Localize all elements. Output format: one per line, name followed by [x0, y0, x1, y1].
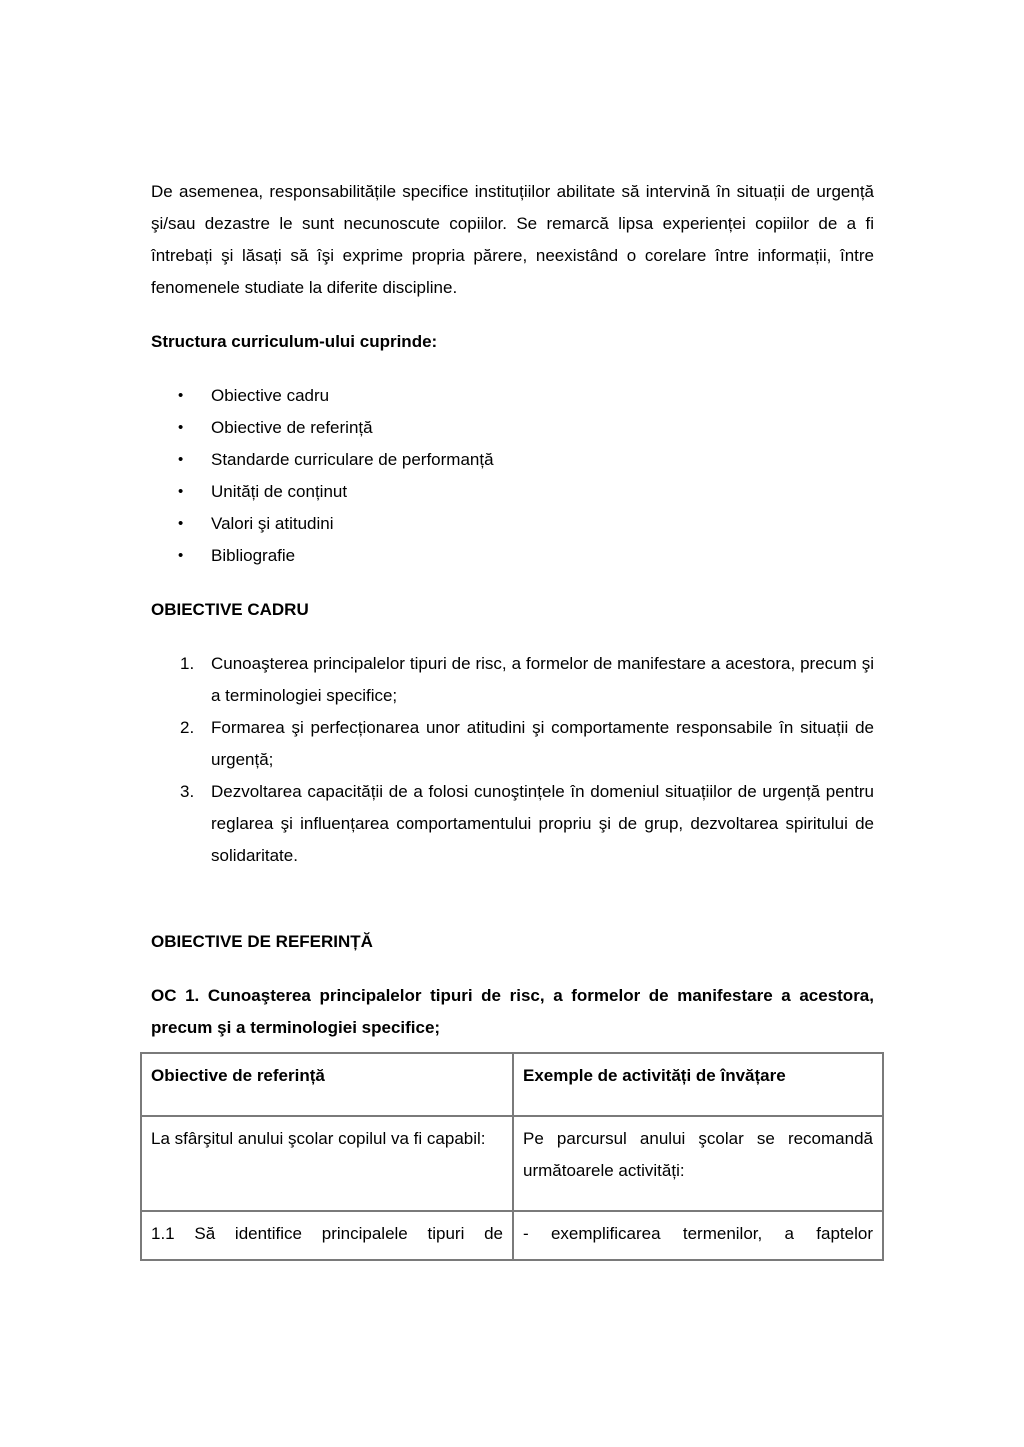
bullet-icon: •	[178, 387, 184, 404]
table-cell-text: 1.1 Să identifice principalele tipuri de	[151, 1224, 503, 1243]
table-header-row	[141, 1053, 883, 1116]
list-item-label: Standarde curriculare de performanță	[211, 450, 494, 469]
oc1-heading: OC 1. Cunoaşterea principalelor tipuri de risc, a formelor de manifestare a acestora, precum şi a terminologiei specifice;	[151, 986, 874, 1037]
table-cell	[141, 1211, 513, 1260]
list-item	[151, 712, 874, 776]
bullet-icon: •	[178, 483, 184, 500]
list-number: 2.	[180, 718, 195, 737]
objectives-table	[140, 1052, 884, 1261]
document-page	[151, 176, 874, 1044]
table-cell	[513, 1211, 883, 1260]
cadru-heading: OBIECTIVE CADRU	[151, 600, 309, 619]
list-item	[151, 412, 874, 444]
table-row	[141, 1211, 883, 1260]
table-cell-text: - exemplificarea termenilor, a faptelor	[523, 1224, 873, 1243]
table-cell: Pe parcursul anului şcolar se recomandă următoarele activități:	[513, 1116, 883, 1211]
list-item-label: Obiective cadru	[211, 386, 330, 405]
list-item-label: Valori şi atitudini	[211, 514, 334, 533]
list-item	[151, 380, 874, 412]
list-item-text: Cunoaşterea principalelor tipuri de risc, a formelor de manifestare a acestora, precum şi a terminologiei specifice;	[211, 654, 874, 705]
column-header: Obiective de referință	[141, 1053, 513, 1116]
table-cell: La sfârşitul anului şcolar copilul va fi capabil:	[141, 1116, 513, 1211]
list-item-label: Obiective de referință	[211, 418, 373, 437]
list-item	[151, 776, 874, 872]
structure-heading: Structura curriculum-ului cuprinde:	[151, 332, 438, 351]
list-item-text: Formarea şi perfecționarea unor atitudini şi comportamente responsabile în situații de urgență;	[211, 718, 874, 769]
list-item	[151, 508, 874, 540]
list-item	[151, 648, 874, 712]
bullet-icon: •	[178, 451, 184, 468]
referinta-heading: OBIECTIVE DE REFERINȚĂ	[151, 932, 373, 951]
list-number: 3.	[180, 782, 195, 801]
list-item-label: Unități de conținut	[211, 482, 348, 501]
list-item-text: Dezvoltarea capacității de a folosi cunoştințele în domeniul situațiilor de urgență pentru reglarea şi influențarea comportamentului propriu şi de grup, dezvoltarea spiritului de solidaritate.	[211, 782, 874, 865]
cadru-list	[151, 648, 874, 872]
list-item	[151, 444, 874, 476]
list-number: 1.	[180, 654, 195, 673]
list-item-label: Bibliografie	[211, 546, 296, 565]
intro-paragraph: De asemenea, responsabilitățile specifice instituțiilor abilitate să intervină în situații de urgență şi/sau dezastre le sunt necunoscute copiilor. Se remarcă lipsa experienței copiilor de a fi întrebați şi lăsați să îşi exprime propria părere, neexistând o corelare între informații, între fenomenele studiate la diferite discipline.	[151, 182, 874, 297]
structure-list	[151, 380, 874, 572]
table-row	[141, 1116, 883, 1211]
list-item	[151, 540, 874, 572]
bullet-icon: •	[178, 515, 184, 532]
column-header: Exemple de activități de învățare	[513, 1053, 883, 1116]
list-item	[151, 476, 874, 508]
bullet-icon: •	[178, 419, 184, 436]
bullet-icon: •	[178, 547, 184, 564]
